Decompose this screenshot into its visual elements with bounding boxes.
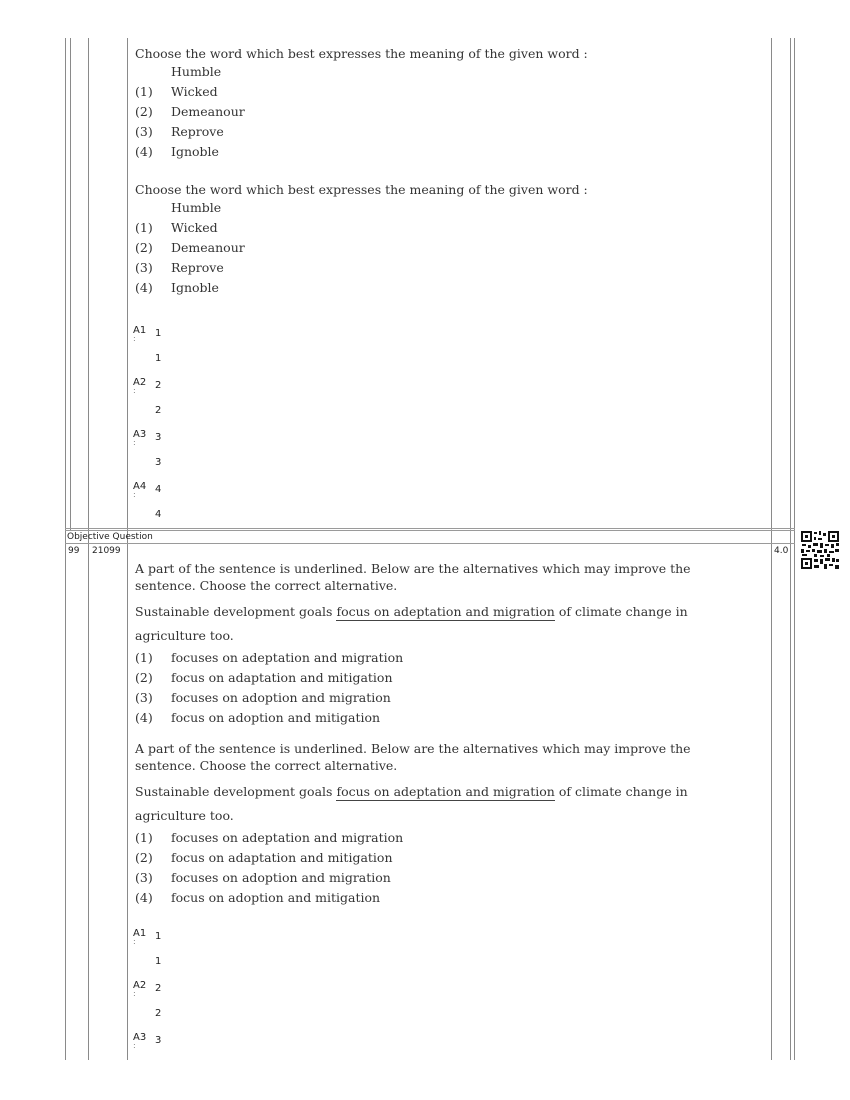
answer-label: A2 [133, 377, 147, 388]
option-number: (4) [135, 144, 153, 159]
question-a-block [135, 45, 755, 162]
option-number: (3) [135, 124, 153, 139]
option-number: (4) [135, 280, 153, 295]
question-id: 21099 [92, 546, 121, 556]
answer-value-repeat: 2 [155, 1008, 162, 1019]
option-row [135, 122, 755, 142]
option-number: (3) [135, 870, 153, 885]
option-number: (2) [135, 240, 153, 255]
option-row [135, 238, 755, 258]
option-text: Reprove [171, 124, 224, 139]
answer-label: A2 [133, 980, 147, 991]
frame-left-inner [70, 38, 71, 530]
frame-col-3 [127, 38, 128, 1060]
question-prompt: Choose the word which best expresses the meaning of the given word : [135, 182, 588, 197]
option-row [135, 218, 755, 238]
option-text: focus on adoption and mitigation [171, 890, 381, 905]
answer-colon: : [133, 386, 136, 395]
option-number: (2) [135, 850, 153, 865]
answer-label: A4 [133, 481, 147, 492]
option-number: (1) [135, 830, 153, 845]
sentence-underlined: focus on adeptation and migration [336, 784, 555, 799]
answer-value-repeat: 1 [155, 353, 162, 364]
option-number: (3) [135, 690, 153, 705]
given-word: Humble [171, 64, 222, 79]
sentence-after: of climate change in agriculture too. [135, 604, 688, 643]
question-sentence [135, 600, 745, 648]
answer-colon: : [133, 937, 136, 946]
row-divider-3 [65, 543, 795, 544]
option-row [135, 278, 755, 298]
answer-label: A3 [133, 429, 147, 440]
answer-value: 3 [155, 1035, 162, 1046]
question-serial: 99 [68, 546, 80, 556]
given-word: Humble [171, 200, 222, 215]
option-text: focus on adaptation and mitigation [171, 850, 393, 865]
question-prompt: A part of the sentence is underlined. Below are the alternatives which may improve the sentence. Choose the correct alternative. [135, 561, 691, 593]
option-text: Ignoble [171, 280, 219, 295]
frame-right-outer [794, 38, 795, 1060]
answer-value-repeat: 2 [155, 405, 162, 416]
option-text: Demeanour [171, 104, 245, 119]
qr-code-icon [800, 530, 840, 570]
option-number: (4) [135, 710, 153, 725]
answer-value: 3 [155, 432, 162, 443]
question-b-block [135, 560, 745, 728]
question-prompt: Choose the word which best expresses the meaning of the given word : [135, 46, 588, 61]
option-number: (1) [135, 84, 153, 99]
question-marks: 4.0 [774, 546, 789, 556]
frame-right-inner [790, 38, 791, 1060]
option-row [135, 828, 745, 848]
row-divider-2 [65, 530, 795, 531]
option-text: Reprove [171, 260, 224, 275]
answer-value: 1 [155, 328, 162, 339]
option-row [135, 888, 745, 908]
question-b-block-repeat [135, 740, 745, 908]
option-number: (1) [135, 220, 153, 235]
option-row [135, 868, 745, 888]
answer-value: 2 [155, 380, 162, 391]
question-type-label: Objective Question [67, 532, 153, 542]
option-number: (2) [135, 670, 153, 685]
option-row [135, 102, 755, 122]
option-row [135, 648, 745, 668]
option-row [135, 142, 755, 162]
option-row [135, 258, 755, 278]
option-row [135, 708, 745, 728]
answer-value: 4 [155, 484, 162, 495]
sentence-before: Sustainable development goals [135, 604, 337, 619]
option-number: (4) [135, 890, 153, 905]
option-row [135, 82, 755, 102]
answer-value-repeat: 1 [155, 956, 162, 967]
option-number: (1) [135, 650, 153, 665]
frame-left-outer [65, 38, 66, 1060]
answer-label: A3 [133, 1032, 147, 1043]
option-text: focus on adoption and mitigation [171, 710, 381, 725]
option-text: focuses on adeptation and migration [171, 650, 404, 665]
sentence-before: Sustainable development goals [135, 784, 337, 799]
answer-colon: : [133, 1041, 136, 1050]
option-number: (2) [135, 104, 153, 119]
option-text: Wicked [171, 84, 218, 99]
frame-col-2 [88, 38, 89, 1060]
frame-col-4 [771, 38, 772, 1060]
answer-colon: : [133, 490, 136, 499]
option-number: (3) [135, 260, 153, 275]
sentence-underlined: focus on adeptation and migration [336, 604, 555, 619]
option-text: Ignoble [171, 144, 219, 159]
question-a-block-repeat [135, 181, 755, 298]
option-text: focus on adaptation and mitigation [171, 670, 393, 685]
option-text: focuses on adeptation and migration [171, 830, 404, 845]
option-row [135, 668, 745, 688]
answer-colon: : [133, 438, 136, 447]
row-divider [65, 528, 795, 529]
answer-value-repeat: 3 [155, 457, 162, 468]
question-sentence [135, 780, 745, 828]
answer-label: A1 [133, 325, 147, 336]
question-prompt: A part of the sentence is underlined. Below are the alternatives which may improve the sentence. Choose the correct alternative. [135, 741, 691, 773]
answer-value: 2 [155, 983, 162, 994]
sentence-after: of climate change in agriculture too. [135, 784, 688, 823]
answer-value-repeat: 4 [155, 509, 162, 520]
answer-label: A1 [133, 928, 147, 939]
option-row [135, 688, 745, 708]
option-text: focuses on adoption and migration [171, 870, 391, 885]
option-row [135, 848, 745, 868]
option-text: Demeanour [171, 240, 245, 255]
answer-value: 1 [155, 931, 162, 942]
answer-colon: : [133, 334, 136, 343]
answer-colon: : [133, 989, 136, 998]
option-text: Wicked [171, 220, 218, 235]
option-text: focuses on adoption and migration [171, 690, 391, 705]
